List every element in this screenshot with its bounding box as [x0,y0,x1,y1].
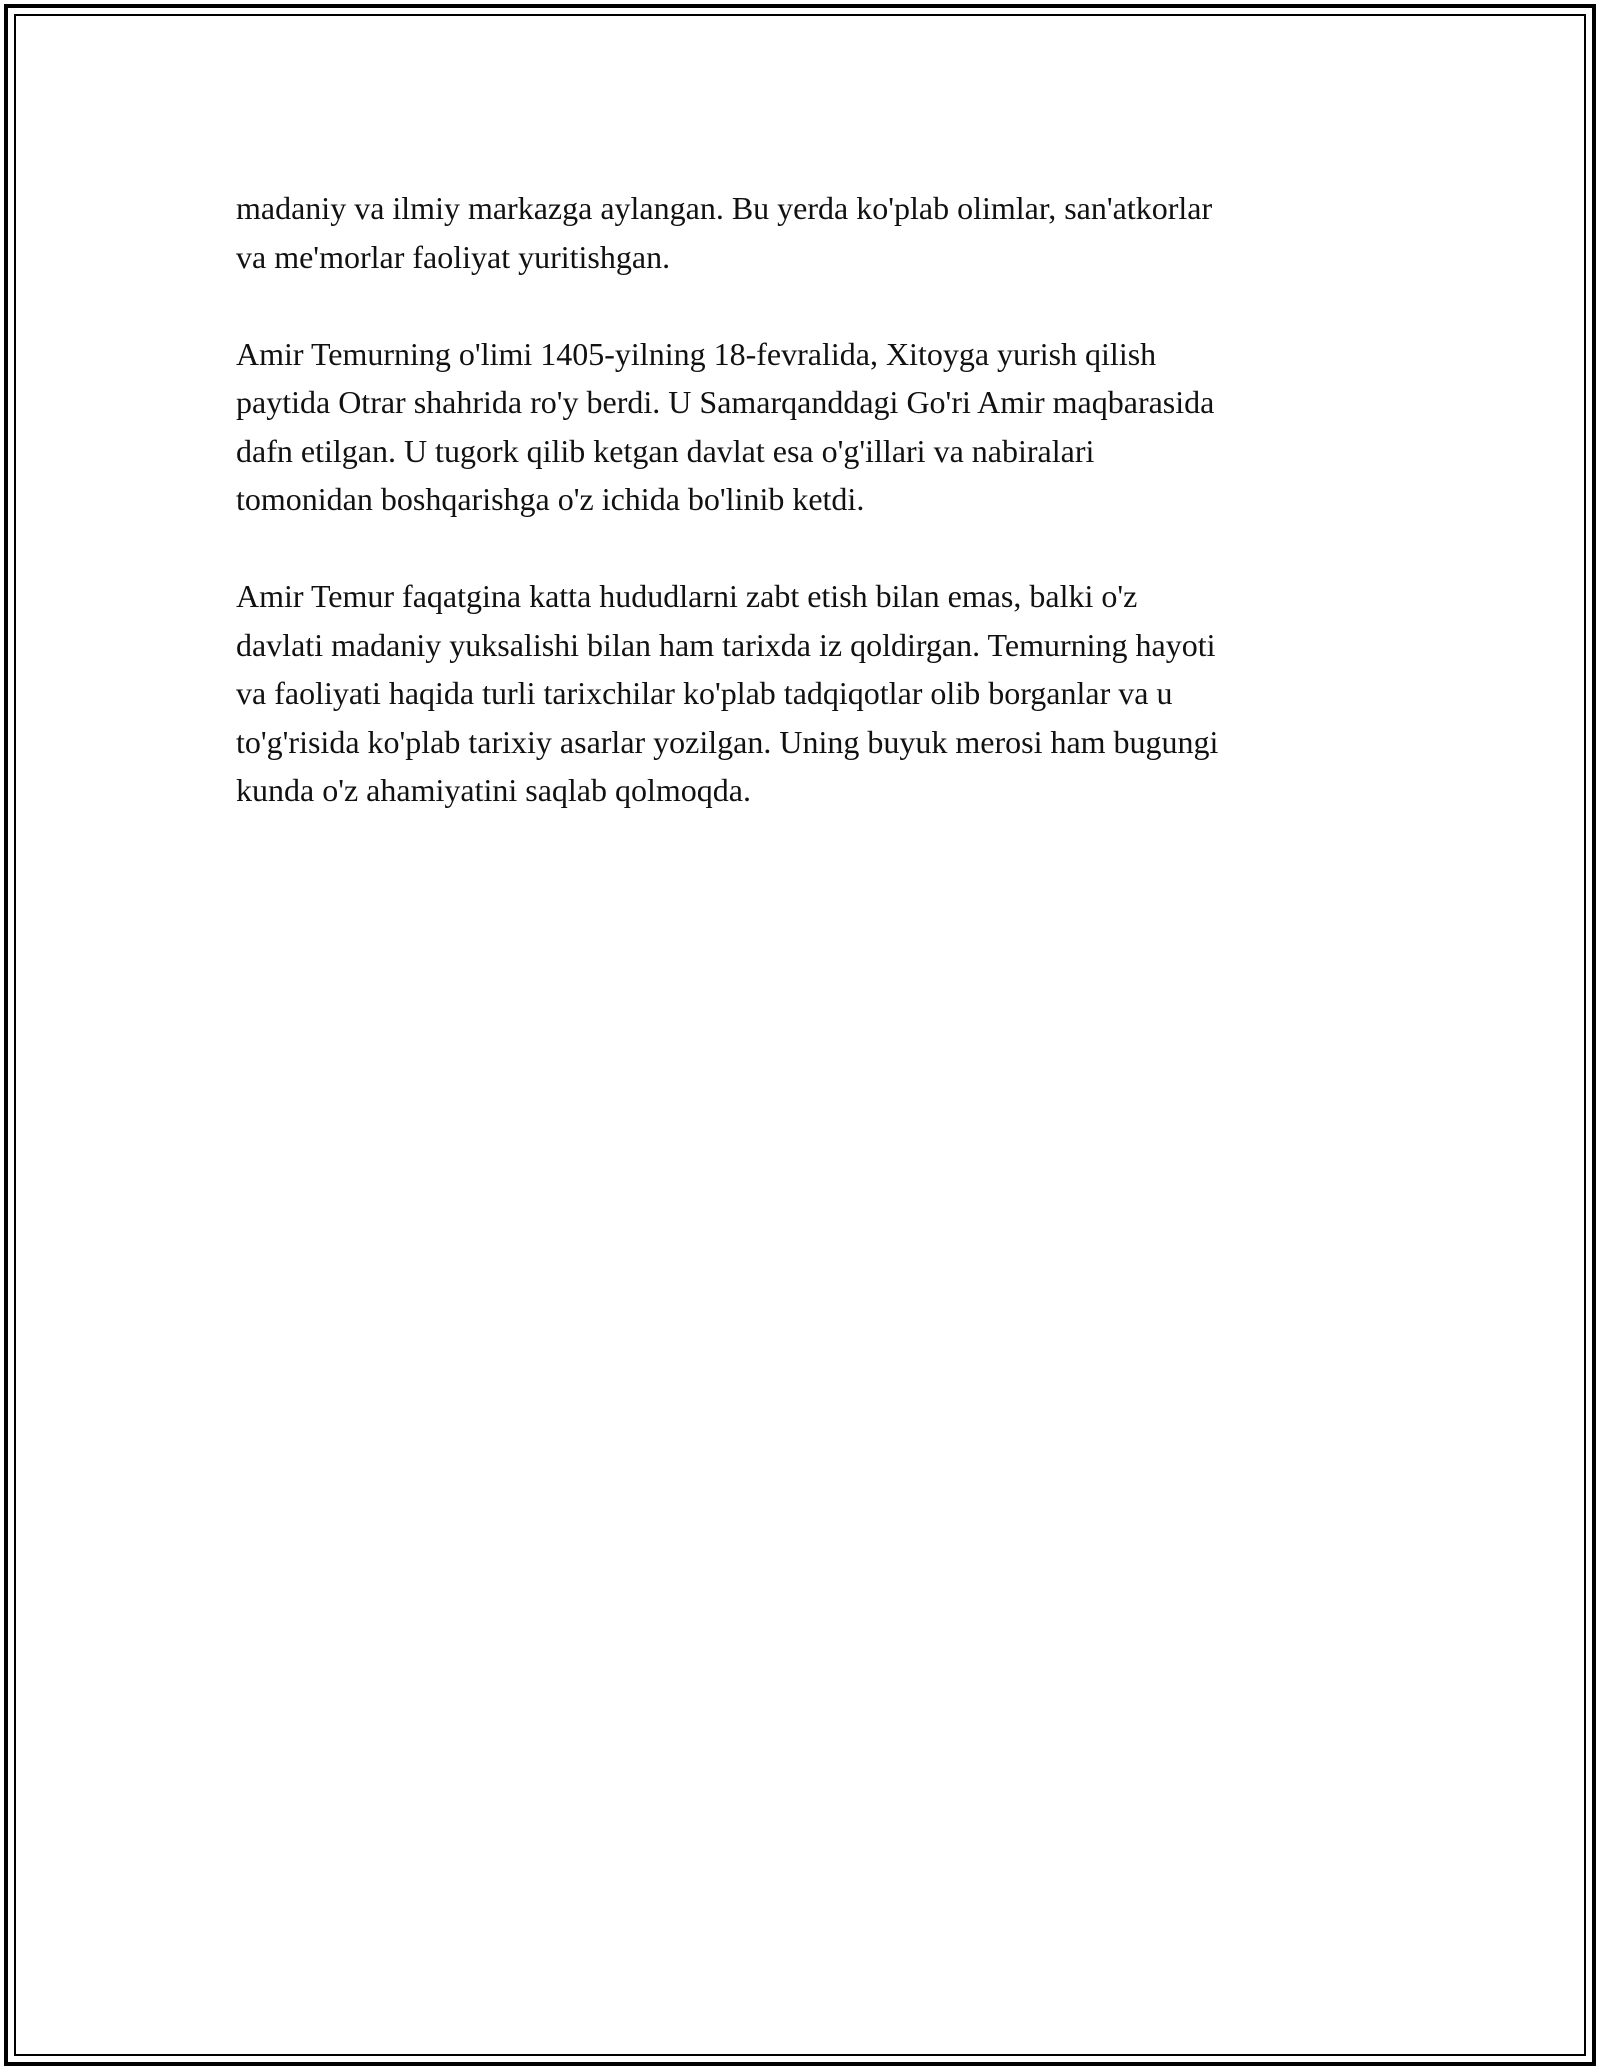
paragraph-line: davlati madaniy yuksalishi bilan ham tarixda iz qoldirgan. Temurning hayoti [236,626,1216,663]
paragraph-1 [236,184,1376,281]
document-body [236,184,1376,863]
paragraph-line: Amir Temur faqatgina katta hududlarni zabt etish bilan emas, balki o'z [236,578,1138,614]
paragraph-line: paytida Otrar shahrida ro'y berdi. U Samarqanddagi Go'ri Amir maqbarasida [236,384,1215,420]
paragraph-line: dafn etilgan. U tugork qilib ketgan davlat esa o'g'illari va nabiralari [236,432,1095,469]
paragraph-line: va me'morlar faoliyat yuritishgan. [236,238,671,275]
paragraph-line: va faoliyati haqida turli tarixchilar ko'plab tadqiqotlar olib borganlar va u [236,675,1173,711]
paragraph-line: madaniy va ilmiy markazga aylangan. Bu yerda ko'plab olimlar, san'atkorlar [236,190,1213,226]
paragraph-line: to'g'risida ko'plab tarixiy asarlar yozilgan. Uning buyuk merosi ham bugungi [236,723,1219,760]
paragraph-line: kunda o'z ahamiyatini saqlab qolmoqda. [236,772,751,808]
paragraph-3 [236,572,1376,815]
paragraph-2 [236,330,1376,524]
paragraph-line: tomonidan boshqarishga o'z ichida bo'linib ketdi. [236,481,865,517]
paragraph-line: Amir Temurning o'limi 1405-yilning 18-fevralida, Xitoyga yurish qilish [236,335,1157,372]
